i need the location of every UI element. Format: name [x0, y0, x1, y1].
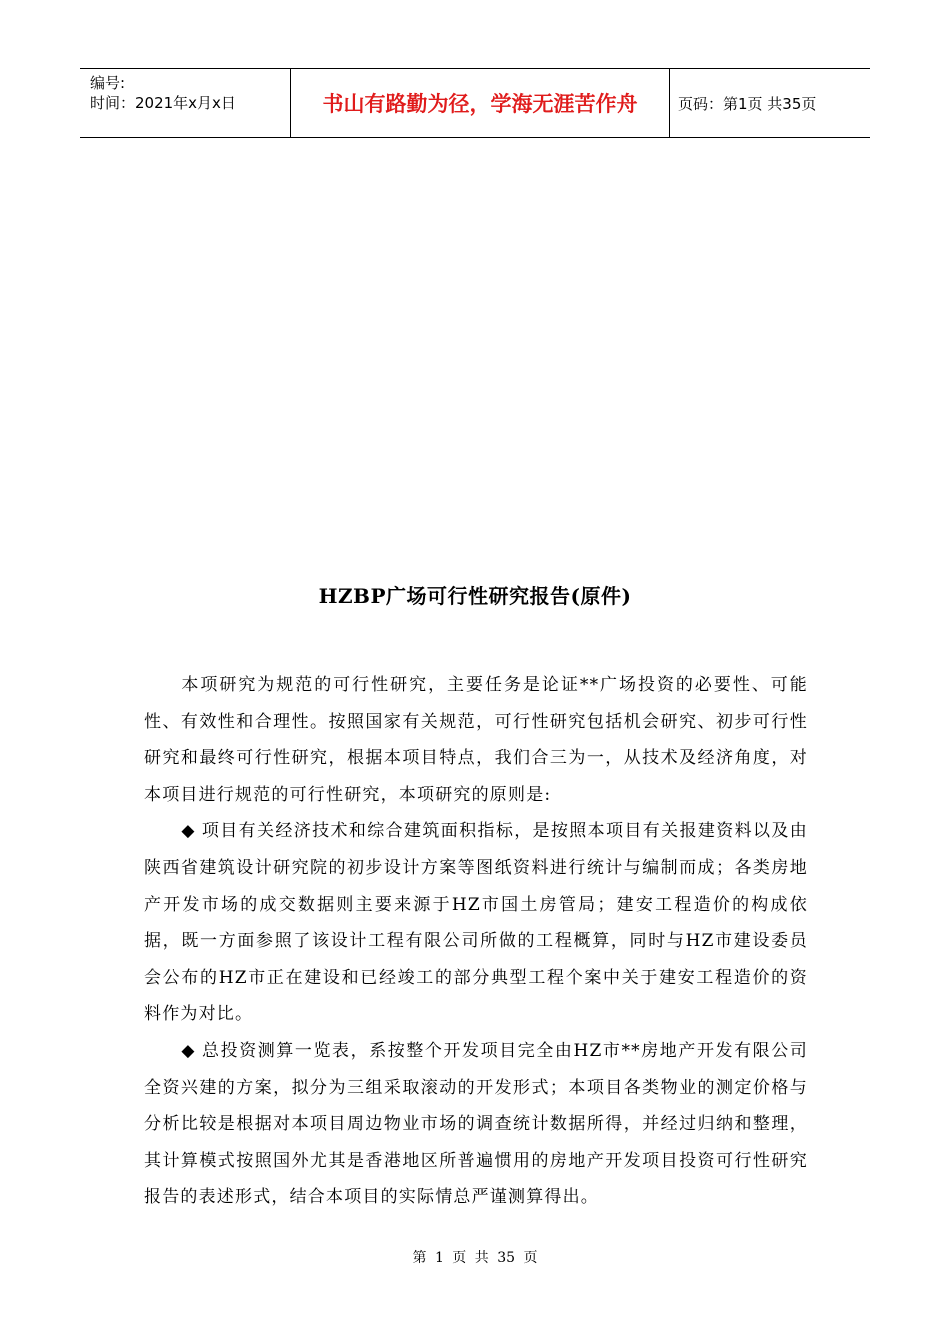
paragraph-bullet-2 — [144, 1033, 808, 1216]
diamond-bullet-icon: ◆ — [181, 821, 196, 842]
header-motto: 书山有路勤为径，学海无涯苦作舟 — [291, 69, 670, 137]
page-footer: 第 1 页 共 35 页 — [412, 1250, 538, 1266]
paragraph-text: 总投资测算一览表，系按整个开发项目完全由HZ市**房地产开发有限公司全资兴建的方案，拟分为三组采取滚动的开发形式；本项目各类物业的测定价格与分析比较是根据对本项目周边物业市场的调查统计数据所得，并经过归纳和整理，其计算模式按照国外尤其是香港地区所普遍惯用的房地产开发项目投资可行性研究报告的表述形式，结合本项目的实际情总严谨测算得出。 — [144, 1040, 809, 1208]
paragraph-intro — [144, 667, 808, 813]
date-label: 时间：2021年x月x日 — [90, 94, 236, 112]
header-meta — [80, 69, 291, 137]
document-body — [144, 667, 808, 1216]
paragraph-text: 项目有关经济技术和综合建筑面积指标，是按照本项目有关报建资料以及由陕西省建筑设计研究院的初步设计方案等图纸资料进行统计与编制而成；各类房地产开发市场的成交数据则主要来源于HZ市国土房管局；建安工程造价的构成依据，既一方面参照了该设计工程有限公司所做的工程概算，同时与HZ市建设委员会公布的HZ市正在建设和已经竣工的部分典型工程个案中关于建安工程造价的资料作为对比。 — [144, 821, 808, 1025]
paragraph-bullet-1 — [144, 813, 808, 1033]
diamond-bullet-icon: ◆ — [181, 1040, 197, 1061]
serial-number-label: 编号: — [90, 74, 126, 92]
header-page-info: 页码：第1页 共35页 — [678, 94, 817, 113]
document-title: HZBP广场可行性研究报告(原件) — [318, 584, 632, 608]
paragraph-text: 本项研究为规范的可行性研究，主要任务是论证**广场投资的必要性、可能性、有效性和合理性。按照国家有关规范，可行性研究包括机会研究、初步可行性研究和最终可行性研究，根据本项目特点，我们合三为一，从技术及经济角度，对本项目进行规范的可行性研究，本项研究的原则是: — [144, 675, 808, 805]
page-header — [80, 68, 870, 138]
